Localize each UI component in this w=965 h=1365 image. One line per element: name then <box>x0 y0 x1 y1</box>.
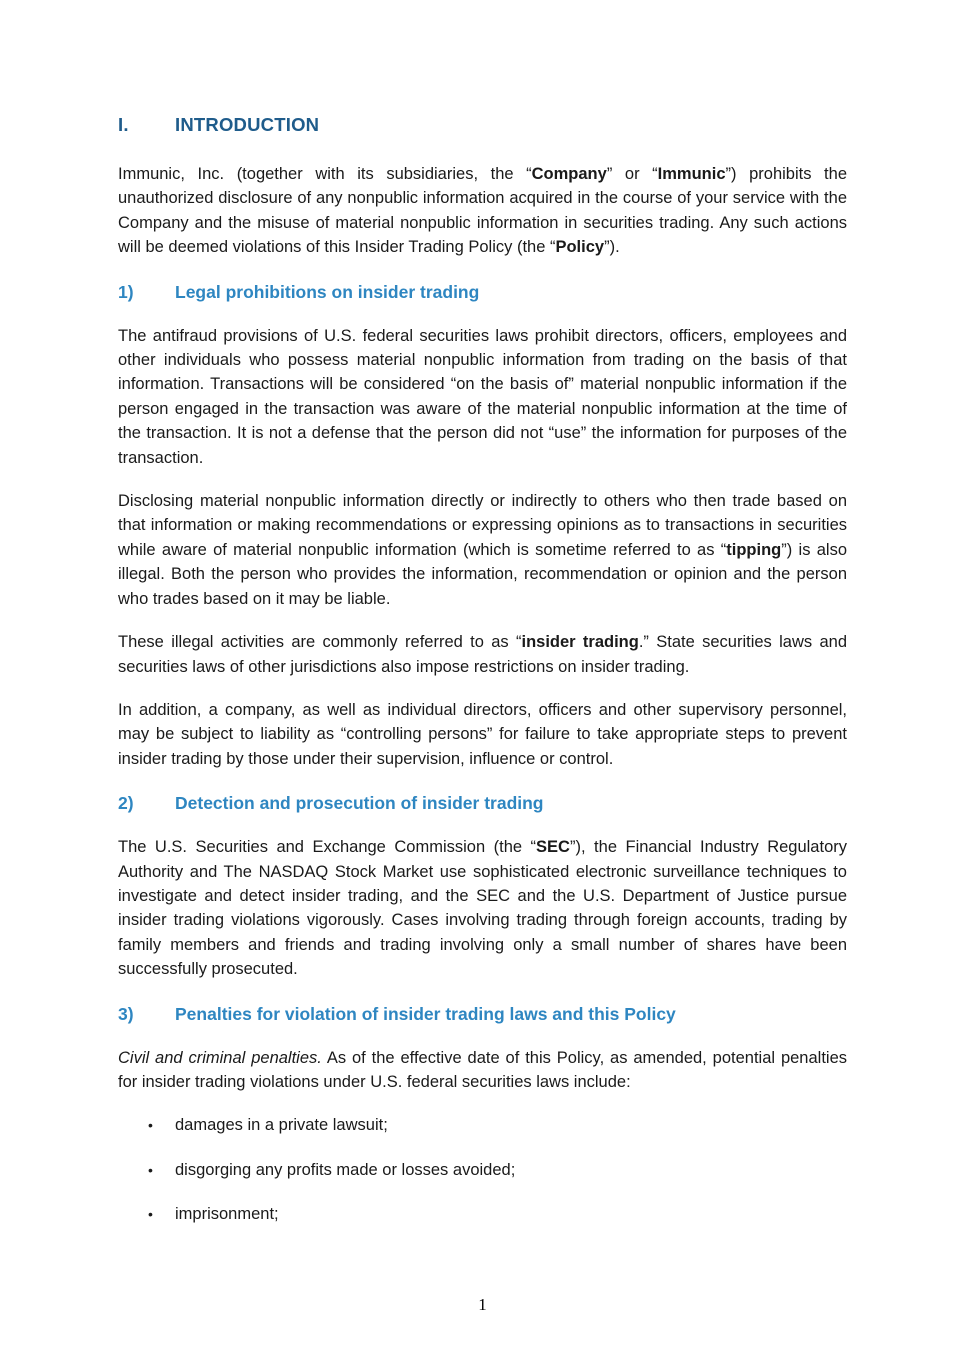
paragraph <box>118 1046 847 1095</box>
list-item <box>118 1202 847 1226</box>
list-item <box>118 1158 847 1182</box>
paragraph <box>118 630 847 679</box>
text-run: These illegal activities are commonly referred to as “ <box>118 633 522 652</box>
list-item-text: disgorging any profits made or losses avoided; <box>175 1160 516 1179</box>
bullet-icon: • <box>148 1206 153 1223</box>
subsection-title: Legal prohibitions on insider trading <box>175 281 480 302</box>
text-run: insider trading <box>521 633 639 652</box>
text-run: SEC <box>536 838 570 857</box>
bullet-icon: • <box>148 1161 153 1178</box>
bullet-icon: • <box>148 1117 153 1134</box>
text-run: As of the effective date of this Policy, as amended, potential penalties for insider trading violations under U.S. federal securities laws include: <box>118 1048 847 1091</box>
text-run: .” State securities laws and securities laws of other jurisdictions also impose restrictions on insider trading. <box>118 633 848 676</box>
text-run: Company <box>531 165 607 183</box>
subsection-number: 2) <box>118 793 134 814</box>
intro-paragraph <box>118 162 847 260</box>
subsection-heading-3 <box>118 1001 847 1027</box>
section-heading-introduction <box>118 112 847 138</box>
text-run: The antifraud provisions of U.S. federal securities laws prohibit directors, officers, employees and other individuals who possess material nonpublic information from trading on the basis of that information. Transactions will be considered “on the basis of” material nonpublic information if the person engaged in the transaction was aware of the material nonpublic information at the time of the transaction. It is not a defense that the person did not “use” the information for purposes of the transaction. <box>118 326 847 467</box>
text-run: tipping <box>726 540 782 559</box>
text-run: Immunic, Inc. (together with its subsidiaries, the “ <box>118 165 532 183</box>
paragraph <box>118 489 847 611</box>
list-item <box>118 1113 847 1137</box>
penalties-bullet-list <box>118 1113 847 1226</box>
text-run: In addition, a company, as well as individual directors, officers and other supervisory personnel, may be subject to liability as “controlling persons” for failure to take appropriate steps to prevent insider trading by those under their supervision, influence or control. <box>118 700 847 768</box>
text-run: ”). <box>604 238 620 257</box>
list-item-text: imprisonment; <box>175 1205 279 1224</box>
text-run: The U.S. Securities and Exchange Commission (the “ <box>118 838 537 857</box>
text-run: ”), the Financial Industry Regulatory Authority and The NASDAQ Stock Market use sophisticated electronic surveillance techniques to investigate and detect insider trading, and the SEC and the U.S. Department of Justice pursue insider trading violations vigorously. Cases involving trading through foreign accounts, trading by family members and friends and trading involving only a small number of shares have been successfully prosecuted. <box>118 838 847 979</box>
text-run: Civil and criminal penalties. <box>118 1048 322 1067</box>
text-run: Policy <box>555 238 605 257</box>
subsection-heading-1 <box>118 279 847 305</box>
list-item-text: damages in a private lawsuit; <box>175 1116 388 1135</box>
subsection-number: 1) <box>118 281 134 302</box>
text-run: ”) is also illegal. Both the person who provides the information, recommendation or opinion and the person who trades based on it may be liable. <box>118 540 847 608</box>
text-run: ”) prohibits the unauthorized disclosure of any nonpublic information acquired in the course of your service with the Company and the misuse of material nonpublic information in securities trading. Any such actions will be deemed violations of this Insider Trading Policy (the “ <box>118 165 847 257</box>
subsection-heading-2 <box>118 790 847 816</box>
subsection-number: 3) <box>118 1003 134 1024</box>
text-run: ” or “ <box>606 165 658 183</box>
paragraph <box>118 835 847 981</box>
text-run: Immunic <box>657 165 726 183</box>
subsection-title: Detection and prosecution of insider trading <box>175 793 544 814</box>
text-run: Disclosing material nonpublic information directly or indirectly to others who then trade based on that information or making recommendations or expressing opinions as to transactions in securities while aware of material nonpublic information (which is sometime referred to as “ <box>118 492 847 559</box>
section-title: INTRODUCTION <box>175 114 320 135</box>
paragraph <box>118 698 847 771</box>
subsection-title: Penalties for violation of insider trading laws and this Policy <box>175 1003 676 1024</box>
paragraph <box>118 324 847 470</box>
section-number: I. <box>118 114 129 135</box>
page-number: 1 <box>478 1295 487 1314</box>
